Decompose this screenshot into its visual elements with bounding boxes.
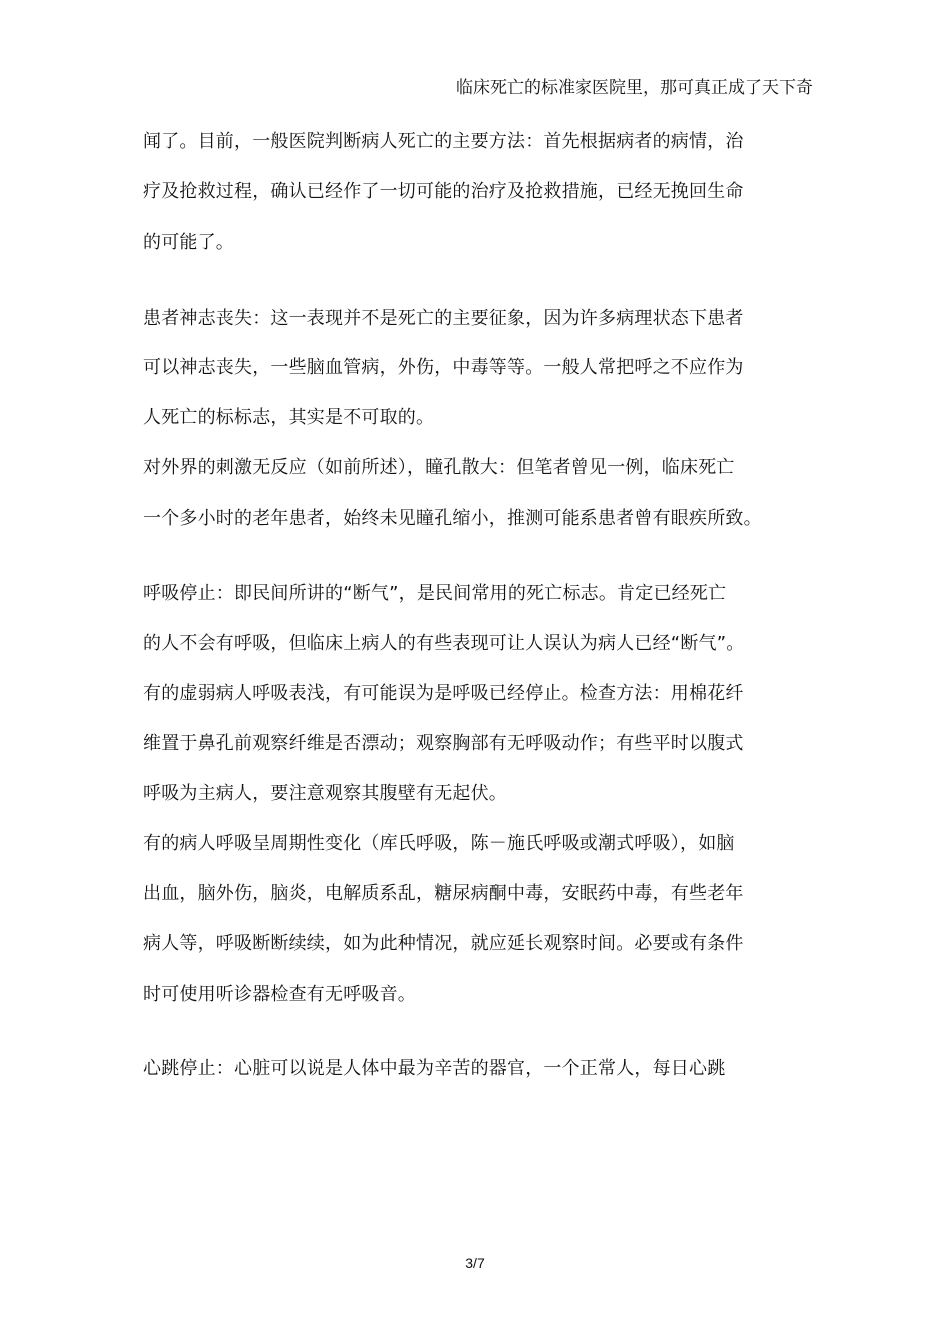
text-line: 维置于鼻孔前观察纤维是否漂动；观察胸部有无呼吸动作；有些平时以腹式 [143, 733, 744, 754]
text-line: 人死亡的标标志，其实是不可取的。 [143, 407, 435, 428]
text-line: 有的虚弱病人呼吸表浅，有可能误为是呼吸已经停止。检查方法：用棉花纤 [143, 683, 744, 704]
text-line: 的可能了。 [143, 232, 234, 253]
text-line: 时可使用听诊器检查有无呼吸音。 [143, 984, 416, 1005]
text-line: 一个多小时的老年患者，始终未见瞳孔缩小，推测可能系患者曾有眼疾所致。 [143, 508, 762, 529]
header-line: 临床死亡的标准家医院里，那可真正成了天下奇 [456, 78, 813, 98]
text-line: 患者神志丧失：这一表现并不是死亡的主要征象，因为许多病理状态下患者 [143, 308, 744, 329]
text-line: 闻了。目前，一般医院判断病人死亡的主要方法：首先根据病者的病情，治 [143, 131, 744, 152]
text-line: 疗及抢救过程，确认已经作了一切可能的治疗及抢救措施，已经无挽回生命 [143, 181, 744, 202]
text-line: 病人等，呼吸断断续续，如为此种情况，就应延长观察时间。必要或有条件 [143, 933, 744, 954]
text-line: 对外界的刺激无反应（如前所述），瞳孔散大：但笔者曾见一例，临床死亡 [143, 457, 735, 478]
page-number: 3/7 [465, 1255, 485, 1271]
text-line: 心跳停止：心脏可以说是人体中最为辛苦的器官，一个正常人，每日心跳 [143, 1058, 726, 1079]
text-line: 有的病人呼吸呈周期性变化（库氏呼吸，陈－施氏呼吸或潮式呼吸），如脑 [143, 833, 735, 854]
text-line: 可以神志丧失，一些脑血管病，外伤，中毒等等。一般人常把呼之不应作为 [143, 357, 744, 378]
text-line: 的人不会有呼吸，但临床上病人的有些表现可让人误认为病人已经“断气”。 [143, 633, 745, 654]
text-line: 呼吸停止：即民间所讲的“断气”，是民间常用的死亡标志。肯定已经死亡 [143, 583, 727, 604]
text-line: 呼吸为主病人，要注意观察其腹壁有无起伏。 [143, 783, 507, 804]
text-line: 出血，脑外伤，脑炎，电解质系乱，糖尿病酮中毒，安眠药中毒，有些老年 [143, 883, 744, 904]
